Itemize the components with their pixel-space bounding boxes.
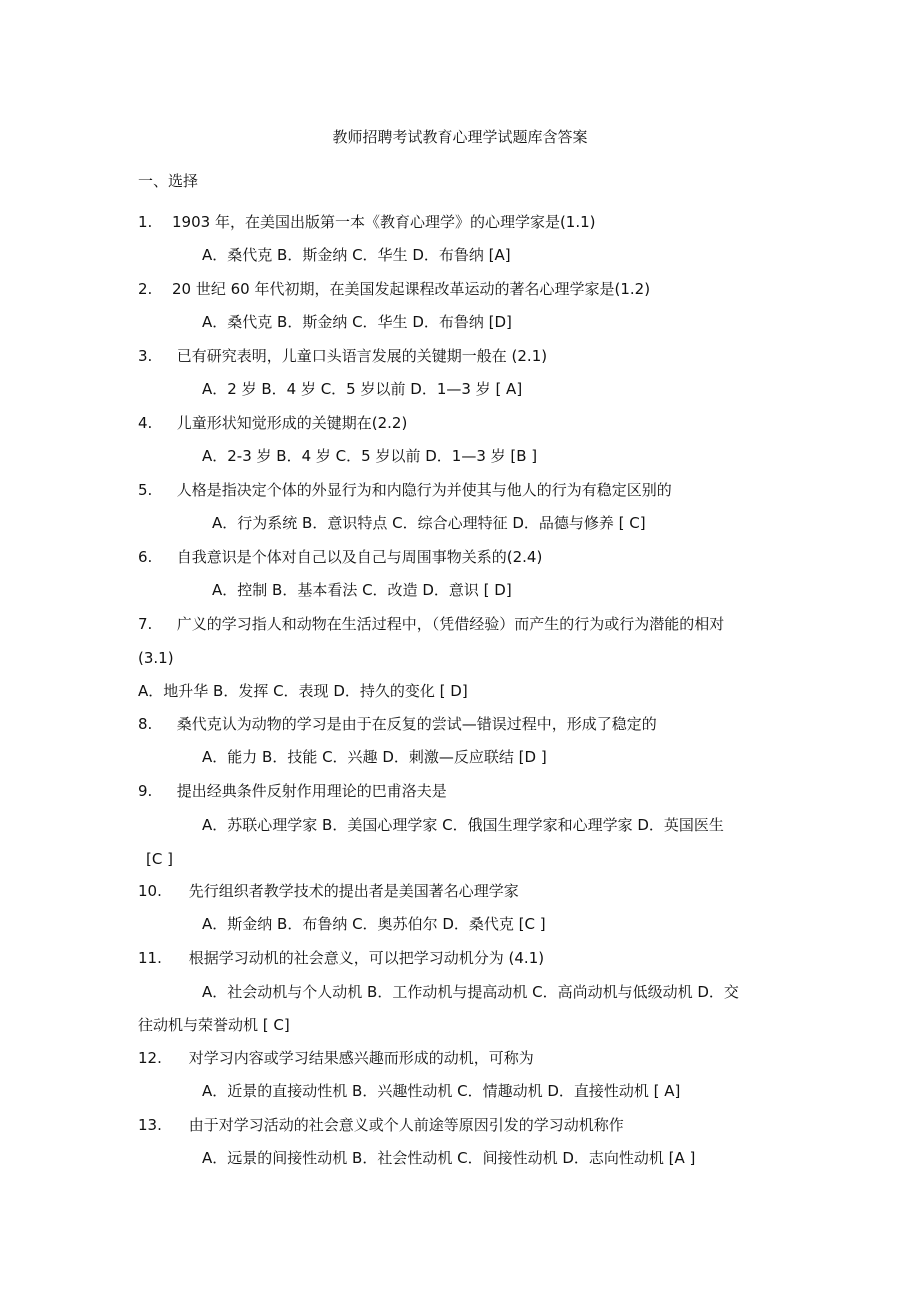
- question-text: 人格是指决定个体的外显行为和内隐行为并使其与他人的行为有稳定区别的: [172, 481, 672, 499]
- question-text: 提出经典条件反射作用理论的巴甫洛夫是: [172, 782, 447, 800]
- question-5: [138, 480, 672, 500]
- question-13: [138, 1115, 624, 1135]
- question-text: 自我意识是个体对自己以及自己与周围事物关系的(2.4): [172, 548, 543, 566]
- question-number: 7.: [138, 615, 153, 633]
- question-number: 10.: [138, 882, 162, 900]
- question-text: 先行组织者教学技术的提出者是美国著名心理学家: [184, 882, 519, 900]
- question-6: [138, 547, 542, 567]
- question-10: [138, 881, 519, 901]
- question-7-continued: (3.1): [138, 649, 174, 667]
- question-text: 已有研究表明，儿童口头语言发展的关键期一般在 (2.1): [172, 347, 548, 365]
- question-11: [138, 948, 544, 968]
- document-title: 教师招聘考试教育心理学试题库含答案: [332, 128, 588, 146]
- options-4: A．2-3 岁 B．4 岁 C．5 岁以前 D．1—3 岁 [B ]: [202, 447, 538, 465]
- options-13: A．远景的间接性动机 B．社会性动机 C．间接性动机 D．志向性动机 [A ]: [202, 1149, 696, 1167]
- question-number: 5.: [138, 481, 153, 499]
- question-12: [138, 1048, 534, 1068]
- options-3: A．2 岁 B．4 岁 C．5 岁以前 D．1—3 岁 [ A]: [202, 380, 523, 398]
- question-9: [138, 781, 447, 801]
- question-number: 11.: [138, 949, 162, 967]
- question-text: 20 世纪 60 年代初期，在美国发起课程改革运动的著名心理学家是(1.2): [172, 280, 651, 298]
- question-number: 4.: [138, 414, 153, 432]
- question-text: 1903 年，在美国出版第一本《教育心理学》的心理学家是(1.1): [172, 213, 596, 231]
- question-text: 广义的学习指人和动物在生活过程中，（凭借经验）而产生的行为或行为潜能的相对: [172, 615, 725, 633]
- options-10: A．斯金纳 B．布鲁纳 C．奥苏伯尔 D．桑代克 [C ]: [202, 915, 546, 933]
- question-3: [138, 346, 547, 366]
- question-text: 桑代克认为动物的学习是由于在反复的尝试—错误过程中，形成了稳定的: [172, 715, 657, 733]
- question-4: [138, 413, 407, 433]
- question-number: 13.: [138, 1116, 162, 1134]
- question-number: 2.: [138, 280, 153, 298]
- question-number: 3.: [138, 347, 153, 365]
- question-1: [138, 212, 596, 232]
- section-heading: 一、选择: [138, 172, 199, 190]
- question-number: 1.: [138, 213, 153, 231]
- options-5: A．行为系统 B．意识特点 C．综合心理特征 D．品德与修养 [ C]: [212, 514, 646, 532]
- answer-9: [C ]: [146, 850, 173, 868]
- options-6: A．控制 B．基本看法 C．改造 D．意识 [ D]: [212, 581, 512, 599]
- question-text: 儿童形状知觉形成的关键期在(2.2): [172, 414, 408, 432]
- options-11: A．社会动机与个人动机 B．工作动机与提高动机 C．高尚动机与低级动机 D．交: [202, 983, 739, 1001]
- question-text: 由于对学习活动的社会意义或个人前途等原因引发的学习动机称作: [184, 1116, 624, 1134]
- question-number: 6.: [138, 548, 153, 566]
- options-12: A．近景的直接动性机 B．兴趣性动机 C．情趣动机 D．直接性动机 [ A]: [202, 1082, 681, 1100]
- question-7: [138, 614, 724, 634]
- options-2: A．桑代克 B．斯金纳 C．华生 D．布鲁纳 [D]: [202, 313, 512, 331]
- options-9: A．苏联心理学家 B．美国心理学家 C．俄国生理学家和心理学家 D．英国医生: [202, 816, 724, 834]
- options-7: A．地升华 B．发挥 C．表现 D．持久的变化 [ D]: [138, 682, 468, 700]
- question-text: 对学习内容或学习结果感兴趣而形成的动机，可称为: [184, 1049, 534, 1067]
- question-text: 根据学习动机的社会意义，可以把学习动机分为 (4.1): [184, 949, 545, 967]
- question-2: [138, 279, 650, 299]
- question-number: 8.: [138, 715, 153, 733]
- options-1: A．桑代克 B．斯金纳 C．华生 D．布鲁纳 [A]: [202, 246, 511, 264]
- question-number: 9.: [138, 782, 153, 800]
- options-8: A．能力 B．技能 C．兴趣 D．刺激—反应联结 [D ]: [202, 748, 547, 766]
- question-number: 12.: [138, 1049, 162, 1067]
- question-8: [138, 714, 657, 734]
- options-11-continued: 往动机与荣誉动机 [ C]: [138, 1016, 290, 1034]
